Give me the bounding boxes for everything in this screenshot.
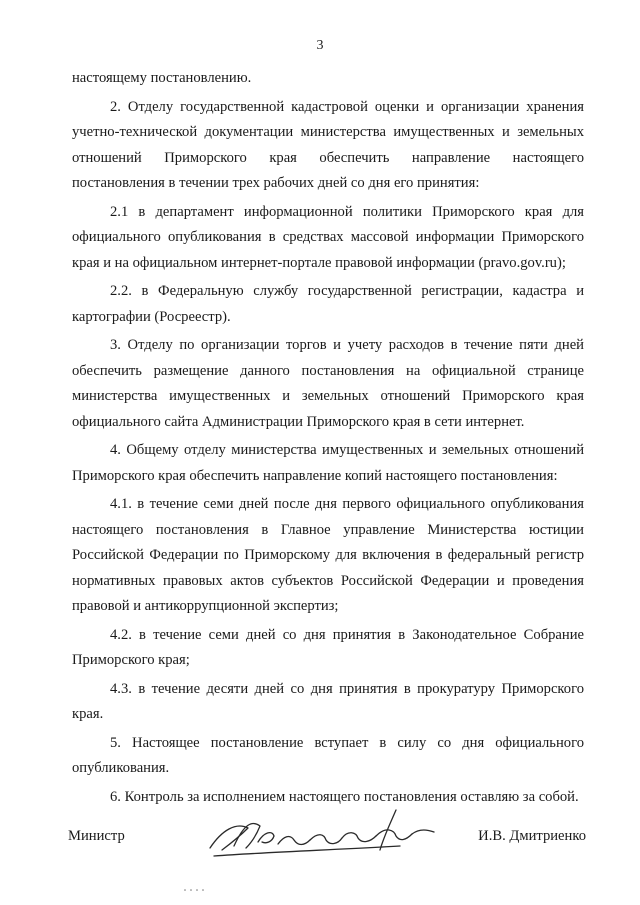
paragraph-4: 4. Общему отделу министерства имущественных и земельных отношений Приморского края обеспечить направление копий настоящего постановления: — [72, 442, 584, 484]
handwritten-signature — [200, 800, 440, 862]
scan-speck — [182, 888, 208, 892]
signature-block — [68, 818, 586, 854]
paragraph-4-3: 4.3. в течение десяти дней со дня принятия в прокуратуру Приморского края. — [72, 680, 584, 722]
paragraph-4-1: 4.1. в течение семи дней после дня первого официального опубликования настоящего постановления в Главное управление Министерства юстиции Российской Федерации по Приморскому для включения в федеральный регистр нормативных правовых актов субъектов Российской Федерации и проведения правовой и антикоррупционной экспертиз; — [72, 496, 584, 614]
paragraph-continuation: настоящему постановлению. — [72, 70, 252, 86]
paragraph-2-1: 2.1 в департамент информационной политики Приморского края для официального опубликования в средствах массовой информации Приморского края и на официальном интернет-портале правовой информации (pravo.gov.ru); — [72, 203, 584, 271]
page-number: 3 — [316, 38, 324, 53]
paragraph-4-2: 4.2. в течение семи дней со дня принятия в Законодательное Собрание Приморского края; — [72, 626, 584, 668]
paragraph-2-2: 2.2. в Федеральную службу государственной регистрации, кадастра и картографии (Росреестр). — [72, 283, 584, 325]
document-body — [72, 66, 584, 813]
signatory-name: И.В. Дмитриенко — [478, 828, 586, 844]
signatory-title: Министр — [68, 828, 125, 844]
paragraph-2: 2. Отделу государственной кадастровой оценки и организации хранения учетно-технической документации министерства имущественных и земельных отношений Приморского края обеспечить направление настоящего постановления в течении трех рабочих дней со дня его принятия: — [72, 98, 584, 191]
paragraph-6: 6. Контроль за исполнением настоящего постановления оставляю за собой. — [110, 788, 579, 805]
paragraph-5: 5. Настоящее постановление вступает в силу со дня официального опубликования. — [72, 734, 584, 776]
paragraph-3: 3. Отделу по организации торгов и учету расходов в течение пяти дней обеспечить размещение данного постановления на официальной странице министерства имущественных и земельных отношений Приморского края официального сайта Администрации Приморского края в сети интернет. — [72, 337, 584, 430]
